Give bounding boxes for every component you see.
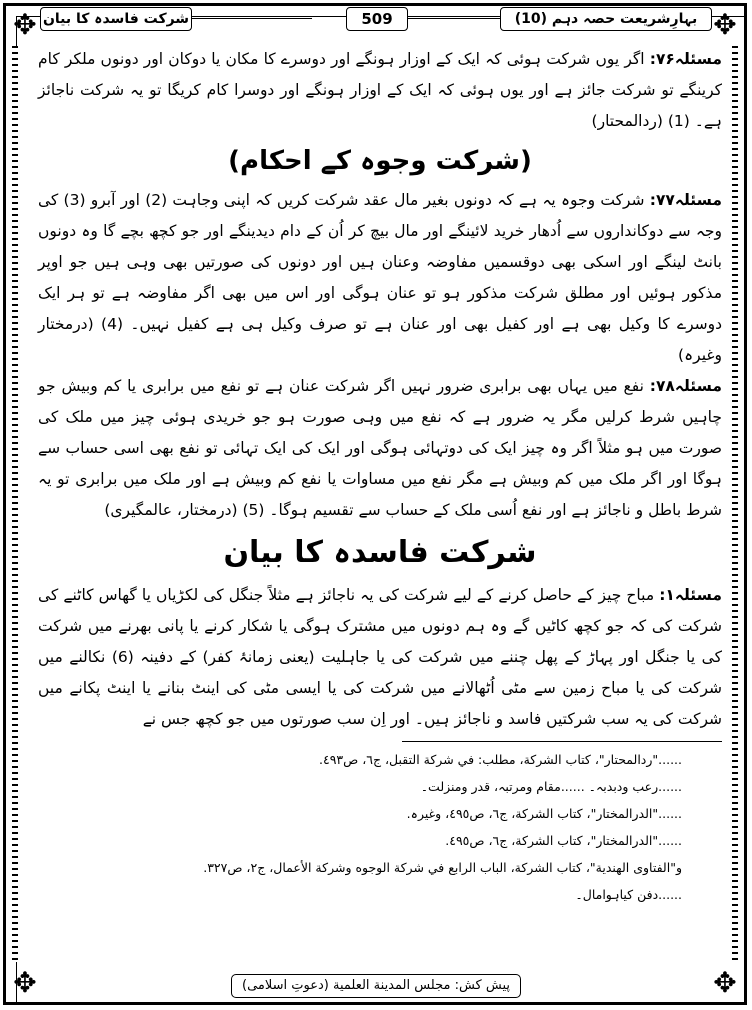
publisher-credit: پیش کش: مجلس المدینة العلمیة (دعوتِ اسلامی) (231, 974, 521, 998)
header-divider (190, 18, 312, 19)
masala-78 (38, 371, 722, 526)
masala-77 (38, 185, 722, 371)
masala-text: نفع میں یہاں بھی برابری ضرور نہیں اگر شرکت عنان ہے تو نفع میں برابری یا کم وبیش جو چاہیں شرط کرلیں مگر یہ ضرور ہے کہ نفع میں وہی صورت ہو جو خریدی ہوئی چیز میں ملک کی صورت میں ہو مثلاً اگر وہ چیز ایک کی دوتہائی ہوگی اور ایک کی ایک تہائی تو نفع بھی اسی حساب سے ہوگا اور اگر ملک میں کم وبیش ہے مگر نفع میں مساوات یا نفع کم وبیش ہے اور ملک میں برابری تو یہ شرط باطل و ناجائز ہے اور نفع اُسی ملک کے حساب سے تقسیم ہوگا۔ (38, 377, 722, 519)
page-footer (0, 974, 752, 998)
footnote: ......دفن کیاہوامال۔ (575, 887, 682, 902)
chapter-title: شرکت فاسدہ کا بیان (40, 7, 192, 31)
masala-text: شرکت وجوہ یہ ہے کہ دونوں بغیر مال عقد شرکت کریں کہ اپنی وجاہت (2) اور آبرو (3) کی وجہ سے دوکانداروں سے اُدھار خرید لائینگے اور مال بیچ کر اُن کے دام دیدینگے اور جو کچھ بچے گا وہ دونوں بانٹ لینگے اور اسکی بھی دوقسمیں مفاوضہ وعنان ہیں اور دونوں کی صورتیں بھی وہی ہیں جو اوپر مذکور ہوئیں اور مطلق شرکت مذکور ہو تو عنان ہوگی اور اس میں بھی اگر مفاوضہ ہے تو ہر ایک دوسرے کا وکیل بھی ہے اور کفیل بھی اور عنان ہے تو صرف وکیل ہی ہے کفیل نہیں۔ (38, 191, 722, 333)
footnote-divider (402, 741, 722, 742)
masala-text: اگر یوں شرکت ہوئی کہ ایک کے اوزار ہونگے اور دوسرے کا مکان یا دوکان اور دونوں ملکر کام کرینگے تو شرکت جائز ہے اور یوں ہوئی کہ ایک کے اوزار ہونگے اور دوسرا کام کریگا تو یہ شرکت ناجائز ہے۔ (38, 50, 722, 130)
page-body (38, 44, 722, 908)
masala-label: مسئلہ۷۶: (649, 50, 722, 68)
reference: (1) (ردالمحتار) (591, 112, 695, 130)
reference: (5) (درمختار، عالمگیری) (104, 501, 270, 519)
masala-label: مسئلہ۱: (659, 586, 722, 604)
corner-ornament-icon: ✥ (713, 966, 737, 999)
footnotes (38, 746, 722, 908)
footnote: ......"الدرالمختار"، کتاب الشرکة، ج٦، ص٤٩٥، وغیرہ. (406, 806, 682, 821)
book-title: بہارِشریعت حصہ دہم (10) (500, 7, 712, 31)
chapter-heading: شرکت فاسدہ کا بیان (223, 535, 537, 570)
footnote: ......رعب ودبدبہ۔ ......مقام ومرتبہ، قدر ومنزلت۔ (420, 779, 682, 794)
corner-ornament-icon: ✥ (13, 966, 37, 999)
header-divider (402, 18, 502, 19)
side-ornament (732, 46, 738, 962)
masala-text: مباح چیز کے حاصل کرنے کے لیے شرکت کی یہ ناجائز ہے مثلاً جنگل کی لکڑیاں یا گھاس کاٹنے کی شرکت کی کہ جو کچھ کاٹیں گے وہ ہم دونوں میں مشترک ہوگی یا شکار کرنے یا پانی بھرنے میں شرکت کی یا جنگل اور پہاڑ کے پھل چننے میں شرکت کی یا جاہلیت (یعنی زمانۂ کفر) کے دفینہ (6) نکالنے میں شرکت کی یا مباح زمین سے مٹی اُٹھالانے میں شرکت کی یا ایسی مٹی کی اینٹ بنانے یا اینٹ پکانے میں شرکت کی یہ سب شرکتیں فاسد و ناجائز ہیں۔ اور اِن سب صورتوں میں جو کچھ جس نے (38, 586, 722, 728)
section-heading: (شرکت وجوہ کے احکام) (228, 146, 532, 176)
page-number: 509 (346, 7, 408, 31)
masala-1 (38, 580, 722, 735)
masala-label: مسئلہ۷۸: (649, 377, 722, 395)
masala-76 (38, 44, 722, 137)
corner-ornament-icon: ✥ (713, 8, 737, 41)
footnote: و"الفتاوی الهندیة"، کتاب الشرکة، الباب الرابع في شرکة الوجوه وشرکة الأعمال، ج٢، ص٣٢٧. (203, 860, 682, 875)
footnote: ......"ردالمحتار"، کتاب الشرکة، مطلب: في شرکة التقبل، ج٦، ص٤٩٣. (319, 752, 682, 767)
footnote: ......"الدرالمختار"، کتاب الشرکة، ج٦، ص٤٩٥. (445, 833, 682, 848)
page-header (40, 4, 712, 34)
reference: (4) (درمختار وغیرہ) (38, 315, 722, 364)
side-ornament (12, 46, 18, 962)
corner-ornament-icon: ✥ (13, 8, 37, 41)
masala-label: مسئلہ۷۷: (649, 191, 722, 209)
